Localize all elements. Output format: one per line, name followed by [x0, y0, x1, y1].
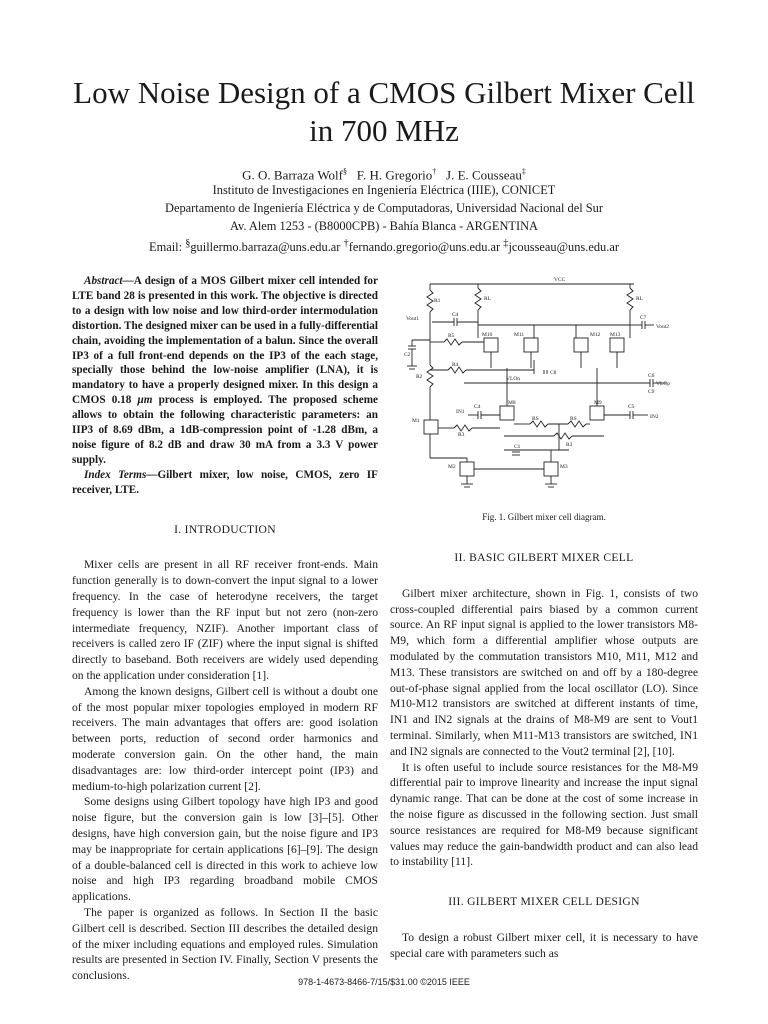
right-column: [390, 550, 698, 962]
label-rl-left: RL: [484, 296, 492, 302]
affiliation-block: [0, 181, 768, 256]
right-paragraph-1: Gilbert mixer architecture, shown in Fig. 1, consists of two cross-coupled differential pairs biased by a common current source. An RF input signal is applied to the lower transistors M8-M9, which form a differential amplifier whose outputs are modulated by the commutation transistors M10, M11, M12 and M13. These transistors are switched on and off by a 180-degree out-of-phase signal applied from the local oscillator (LO). Since M10-M12 transistors are switched at different instants of time, IN1 and IN2 signals at the drains of M8-M9 are sent to Vout1 terminal. Similarly, when M11-M13 transistors are switched, IN1 and IN2 signals are connected to the Vout2 terminal [2], [10].: [390, 586, 698, 758]
label-in2: IN2: [650, 414, 659, 420]
label-in1: IN1: [456, 409, 465, 415]
author-3-mark: ‡: [521, 167, 526, 176]
index-terms-label: Index Terms: [84, 468, 147, 481]
label-r3-right: R3: [566, 442, 573, 448]
paper-title: [0, 74, 768, 150]
section-heading-introduction: I. INTRODUCTION: [174, 522, 276, 536]
author-2-mark: †: [432, 167, 437, 176]
section-heading-basic-gilbert: II. BASIC GILBERT MIXER CELL: [454, 551, 634, 564]
email-3-mark: ‡: [503, 238, 509, 249]
abstract-unit: μm: [137, 394, 153, 407]
label-vout2: Vout2: [656, 324, 670, 330]
gilbert-mixer-schematic: [404, 270, 676, 500]
left-column: [72, 274, 378, 984]
email-2[interactable]: fernando.gregorio@uns.edu.ar: [348, 240, 501, 255]
label-r2: R2: [416, 374, 423, 380]
label-m11: M11: [514, 332, 525, 338]
label-rs-left: RS: [532, 416, 539, 422]
label-c7: C7: [640, 315, 647, 321]
label-c4-in: C4: [474, 404, 481, 410]
figure-caption: Fig. 1. Gilbert mixer cell diagram.: [482, 512, 606, 522]
abstract-text-b: process is employed. The proposed scheme allows to obtain the following characteristic parameters: an IIP3 of 8.69 dBm, a 1dB-compression point of -1.28 dBm, a noise figure of 8.2 dB and draw 30 mA from a 3.3 V power supply.: [72, 394, 378, 466]
intro-paragraph-2: Among the known designs, Gilbert cell is without a doubt one of the most popular mixer topologies employed in modern RF receivers. The main advantages that offers are: good isolation between ports, reduction of second order harmonics and moderate conversion gain. On the other hand, the main disadvantages are: low third-order intercept point (IP3) and medium-to-high polarization current [2].: [72, 684, 378, 793]
label-m3: M3: [560, 464, 568, 470]
label-c1: C1: [514, 444, 521, 450]
affiliation-line-3: Av. Alem 1253 - (B8000CPB) - Bahía Blanca - ARGENTINA: [229, 219, 538, 233]
label-vlon: VLOn: [506, 376, 521, 382]
label-r5: R5: [448, 333, 455, 339]
title-line-1: Low Noise Design of a CMOS Gilbert Mixer Cell: [73, 75, 695, 110]
label-m10: M10: [482, 332, 493, 338]
right-paragraph-2: It is often useful to include source resistances for the M8-M9 differential pair to improve linearity and increase the input signal dynamic range. That can be done at the cost of some increase in the noise figure as discussed in the following section. Just small source resistances are required for M8-M9 because significant values may reduce the gain-bandwidth product and can also lead to instability [11].: [390, 760, 698, 869]
label-m12: M12: [590, 332, 601, 338]
label-m1: M1: [412, 418, 420, 424]
title-line-2: in 700 MHz: [309, 113, 459, 148]
label-c6: C6: [648, 373, 655, 379]
label-c8: C8: [550, 370, 557, 376]
intro-paragraph-3: Some designs using Gilbert topology have high IP3 and good noise figure, but the conversion gain is low [3]–[5]. Other designs, have high conversion gain, but the noise figure and IP3 may be inappropriate for certain applications [6]–[9]. The design of a double-balanced cell is directed in this work to achieve low noise and high IP3 regarding broadband mobile CMOS applications.: [72, 795, 378, 904]
abstract-label: Abstract: [84, 275, 123, 287]
label-rs-right: RS: [570, 416, 577, 422]
email-label: Email:: [149, 240, 183, 255]
section-heading-design: III. GILBERT MIXER CELL DESIGN: [448, 895, 640, 909]
author-3: J. E. Cousseau: [446, 167, 522, 183]
label-m2: M2: [448, 464, 456, 470]
label-m13: M13: [610, 332, 621, 338]
label-c5: C5: [628, 404, 635, 410]
figure-1: [404, 270, 676, 500]
label-c4-top: C4: [452, 312, 459, 318]
label-r3-left: R3: [458, 432, 465, 438]
email-line: [0, 235, 768, 256]
label-rl-right: RL: [636, 296, 644, 302]
affiliation-line-1: Instituto de Investigaciones en Ingeniería Eléctrica (IIIE), CONICET: [212, 183, 556, 197]
index-terms-text: —Gilbert mixer, low noise, CMOS, zero IF receiver, LTE.: [72, 468, 378, 496]
label-m9: M9: [594, 400, 602, 406]
label-m8: M8: [508, 400, 516, 406]
copyright-footer: 978-1-4673-8466-7/15/$31.00 ©2015 IEEE: [298, 977, 470, 987]
email-3[interactable]: jcousseau@uns.edu.ar: [508, 240, 619, 255]
email-1[interactable]: guillermo.barraza@uns.edu.ar: [190, 240, 341, 255]
author-1: G. O. Barraza Wolf: [242, 167, 343, 183]
abstract: [72, 274, 378, 468]
design-paragraph: To design a robust Gilbert mixer cell, it is necessary to have special care with parameters such as: [390, 930, 698, 960]
label-c9: C9: [648, 389, 655, 395]
label-r4: R4: [452, 362, 459, 368]
label-vcc: VCC: [554, 277, 566, 283]
index-terms: [72, 468, 378, 498]
intro-paragraph-4: The paper is organized as follows. In Section II the basic Gilbert cell is described. Section III describes the detailed design of the mixer including equations and employed rules. Simulation results are presented in Section IV. Finally, Section V presents the conclusions.: [72, 905, 378, 983]
author-1-mark: §: [343, 167, 347, 176]
label-c2: C2: [404, 352, 411, 358]
label-r1: R1: [434, 298, 441, 304]
email-1-mark: §: [185, 238, 191, 249]
abstract-text-a: —A design of a MOS Gilbert mixer cell intended for LTE band 28 is presented in this work. The objective is directed to a design with low noise and low third-order intermodulation distortion. The designed mixer can be used in a fully-differential chain, avoiding the implementation of a balun. Since the overall IP3 of a full front-end depends on the IP3 of the each stage, specially those behind the low-noise amplifier (LNA), it is mandatory to have a properly designed mixer. In this design a CMOS 0.18: [72, 275, 378, 407]
affiliation-line-2: Departamento de Ingeniería Eléctrica y de Computadoras, Universidad Nacional del Sur: [165, 201, 603, 215]
intro-paragraph-1: Mixer cells are present in all RF receiver front-ends. Main function generally is to down-convert the input signal to a lower frequency. In the case of heterodyne receivers, the target frequency is lower than the RF input but not zero (non-zero intermediate frequency, NZIF). Another important class of receivers is called zero IF (ZIF) where the input signal is shifted directly to baseband. Both receivers are widely used depending on the application under consideration [1].: [72, 558, 378, 682]
author-2: F. H. Gregorio: [356, 167, 433, 183]
email-2-mark: †: [343, 238, 349, 249]
label-vlop: VLOp: [656, 381, 671, 387]
label-vout1: Vout1: [406, 316, 420, 322]
